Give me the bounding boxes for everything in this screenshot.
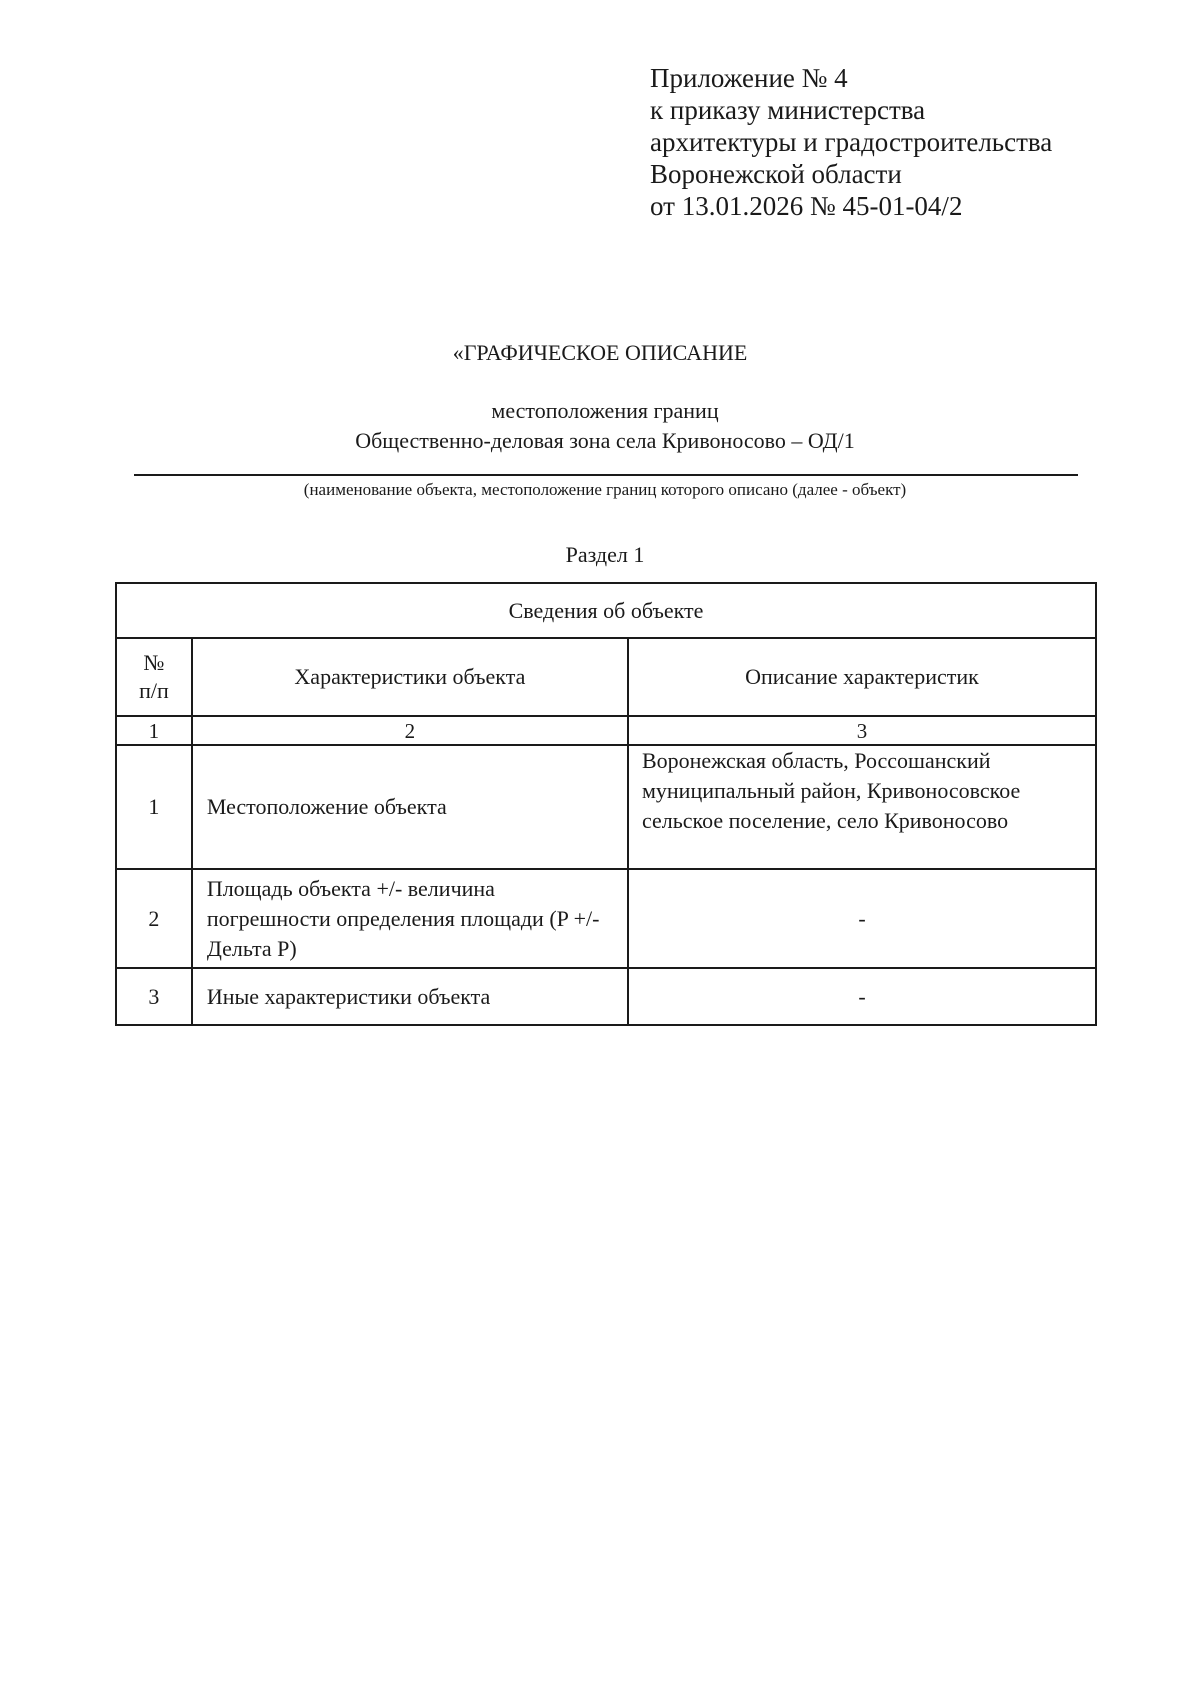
object-name-caption: (наименование объекта, местоположение границ которого описано (далее - объект) bbox=[303, 480, 907, 499]
appendix-block bbox=[650, 62, 1052, 222]
object-info-table bbox=[115, 582, 1097, 1026]
table-header: Сведения об объекте bbox=[116, 583, 1096, 638]
row-number: 3 bbox=[116, 968, 192, 1025]
column-number: 2 bbox=[192, 716, 628, 745]
table-row bbox=[116, 745, 1096, 869]
column-header-row bbox=[116, 638, 1096, 716]
column-number: 3 bbox=[628, 716, 1096, 745]
row-number: 1 bbox=[116, 745, 192, 869]
document-title: «ГРАФИЧЕСКОЕ ОПИСАНИЕ bbox=[452, 340, 748, 365]
column-header-num bbox=[116, 638, 192, 716]
column-number-row bbox=[116, 716, 1096, 745]
column-header-characteristics: Характеристики объекта bbox=[192, 638, 628, 716]
row-characteristic: Местоположение объекта bbox=[192, 745, 628, 869]
row-description: Воронежская область, Россошанский муниципальный район, Кривоносовское сельское поселение, село Кривоносово bbox=[628, 745, 1096, 869]
appendix-line-3: архитектуры и градостроительства bbox=[650, 127, 1053, 157]
object-name: Общественно-деловая зона села Кривоносово – ОД/1 bbox=[355, 428, 855, 453]
row-characteristic: Иные характеристики объекта bbox=[192, 968, 628, 1025]
appendix-line-1: Приложение № 4 bbox=[650, 63, 848, 93]
section-title: Раздел 1 bbox=[565, 542, 645, 567]
column-header-num-line1: № bbox=[143, 650, 165, 675]
document-subtitle: местоположения границ bbox=[491, 398, 719, 423]
row-description: - bbox=[628, 869, 1096, 968]
column-header-num-line2: п/п bbox=[139, 678, 169, 703]
object-name-underline bbox=[134, 474, 1078, 476]
table-row bbox=[116, 968, 1096, 1025]
row-characteristic: Площадь объекта +/- величина погрешности определения площади (P +/- Дельта P) bbox=[192, 869, 628, 968]
table-header-row bbox=[116, 583, 1096, 638]
row-description: - bbox=[628, 968, 1096, 1025]
table-row bbox=[116, 869, 1096, 968]
appendix-line-2: к приказу министерства bbox=[650, 95, 926, 125]
row-number: 2 bbox=[116, 869, 192, 968]
appendix-line-4: Воронежской области bbox=[650, 159, 902, 189]
appendix-line-5: от 13.01.2026 № 45-01-04/2 bbox=[650, 191, 963, 221]
column-header-description: Описание характеристик bbox=[628, 638, 1096, 716]
column-number: 1 bbox=[116, 716, 192, 745]
